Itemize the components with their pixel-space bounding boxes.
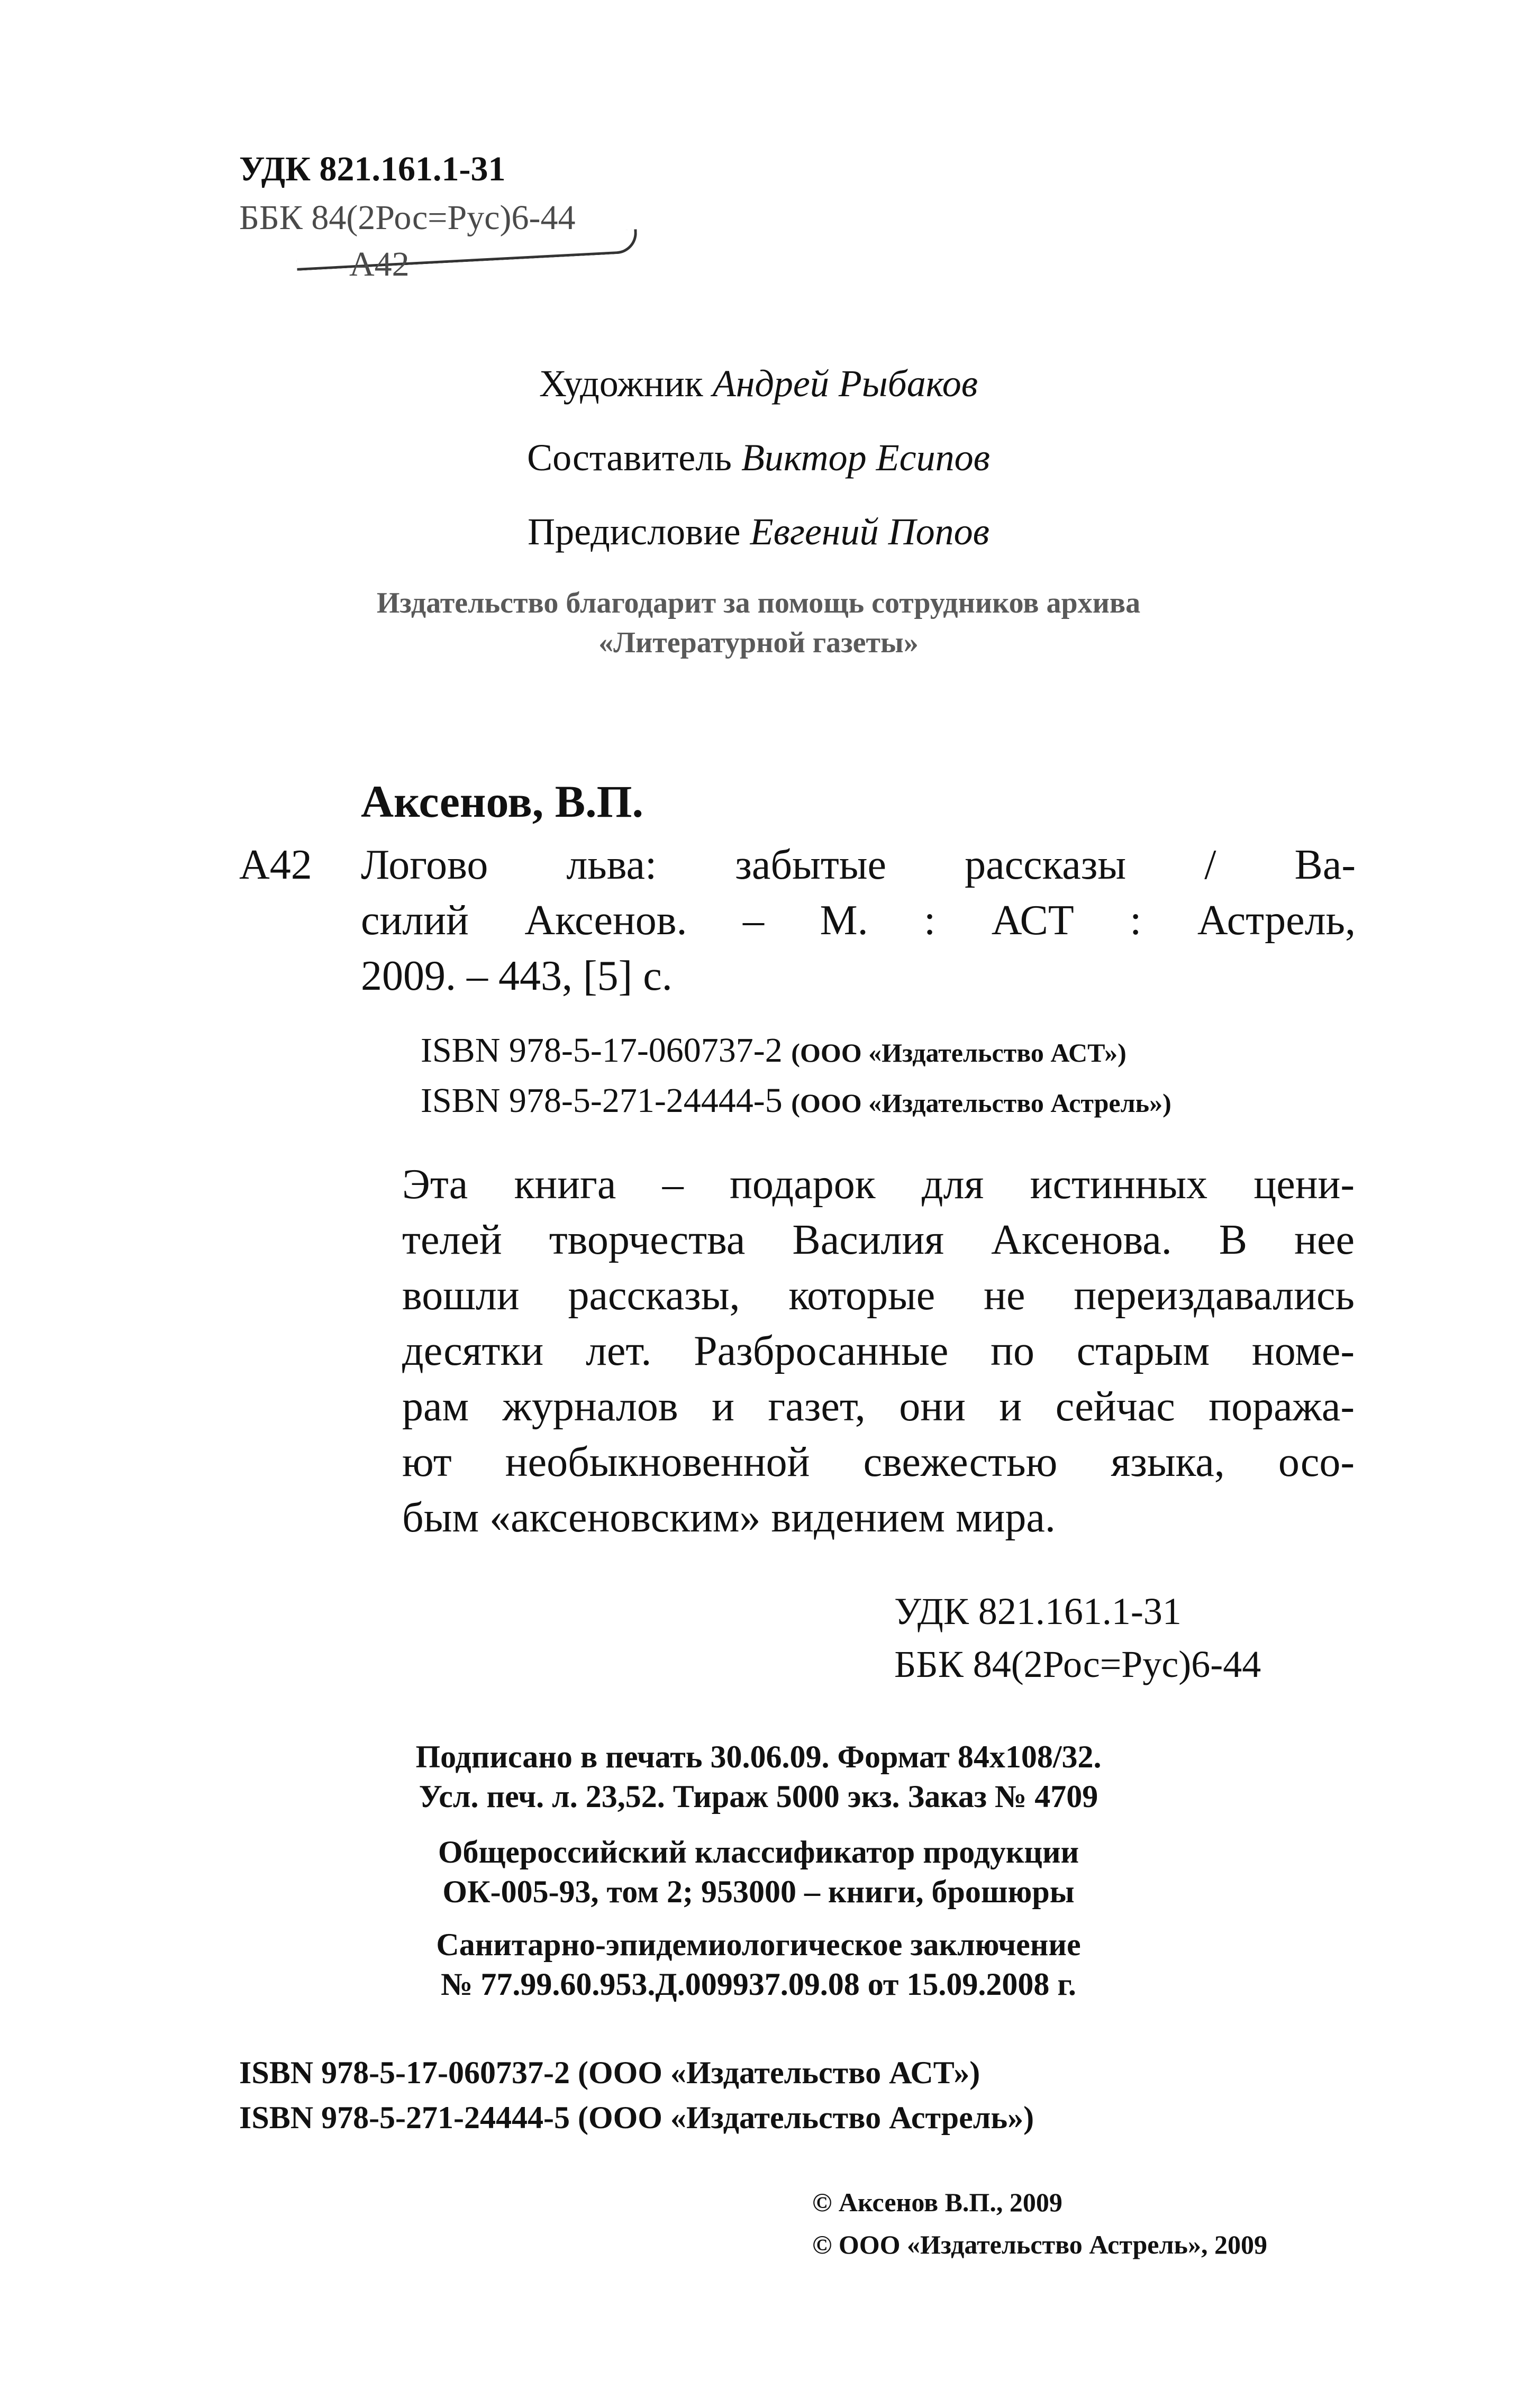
annotation-line: десятки лет. Разбросанные по старым номе- — [402, 1328, 1355, 1374]
isbn-publisher-2: (ООО «Издательство Астрель») — [791, 1088, 1171, 1118]
preface-name: Евгений Попов — [750, 510, 989, 553]
artist-name: Андрей Рыбаков — [712, 362, 978, 405]
cutter-code-top: А42 — [349, 245, 410, 284]
bbk-code-top: ББК 84(2Рос=Рус)6-44 — [239, 198, 576, 237]
author-heading: Аксенов, В.П. — [361, 776, 644, 827]
thanks-line-1: Издательство благодарит за помощь сотрудников архива — [376, 587, 1141, 619]
annotation-line: вошли рассказы, которые не переиздавались — [402, 1272, 1355, 1319]
isbn-number-1: ISBN 978-5-17-060737-2 — [421, 1031, 783, 1070]
isbn-bottom-2: ISBN 978-5-271-24444-5 (ООО «Издательство Астрель») — [239, 2100, 1034, 2135]
isbn-entry-1 — [421, 1029, 1127, 1074]
udk-code-top: УДК 821.161.1-31 — [239, 150, 506, 188]
annotation-line: Эта книга – подарок для истинных цени- — [402, 1161, 1355, 1208]
udk-code-bottom: УДК 821.161.1-31 — [894, 1590, 1182, 1632]
bib-line-1: Логово льва: забытые рассказы / Ва- — [361, 842, 1356, 888]
credit-compiler — [0, 434, 1517, 481]
artist-role: Художник — [539, 362, 703, 405]
imprint-line-2: Усл. печ. л. 23,52. Тираж 5000 экз. Заказ № 4709 — [419, 1779, 1098, 1814]
isbn-number-2: ISBN 978-5-271-24444-5 — [421, 1081, 783, 1120]
credit-preface — [0, 508, 1517, 555]
cutter-code: А42 — [239, 842, 312, 888]
imprint-line-5: Санитарно-эпидемиологическое заключение — [436, 1927, 1081, 1962]
imprint-line-1: Подписано в печать 30.06.09. Формат 84х108/32. — [415, 1739, 1102, 1774]
isbn-publisher-1: (ООО «Издательство АСТ») — [791, 1038, 1127, 1068]
imprint-line-3: Общероссийский классификатор продукции — [438, 1835, 1079, 1869]
annotation-line: бым «аксеновским» видением мира. — [402, 1494, 1056, 1541]
thanks-line-2: «Литературной газеты» — [598, 626, 919, 659]
bbk-code-bottom: ББК 84(2Рос=Рус)6-44 — [894, 1643, 1261, 1685]
annotation-line: рам журналов и газет, они и сейчас поража- — [402, 1383, 1355, 1430]
copyright-line-2: © ООО «Издательство Астрель», 2009 — [812, 2230, 1267, 2259]
isbn-bottom-1: ISBN 978-5-17-060737-2 (ООО «Издательство АСТ») — [239, 2055, 980, 2090]
credit-artist — [0, 360, 1517, 407]
preface-role: Предисловие — [528, 510, 741, 553]
bib-line-2: силий Аксенов. – М. : АСТ : Астрель, — [361, 897, 1356, 944]
imprint-line-4: ОК-005-93, том 2; 953000 – книги, брошюры — [442, 1874, 1075, 1909]
bib-line-3: 2009. – 443, [5] с. — [361, 953, 673, 999]
compiler-name: Виктор Есипов — [741, 436, 990, 479]
copyright-line-1: © Аксенов В.П., 2009 — [812, 2187, 1062, 2217]
isbn-entry-2 — [421, 1079, 1171, 1125]
annotation-line: ют необыкновенной свежестью языка, осо- — [402, 1439, 1355, 1485]
imprint-line-6: № 77.99.60.953.Д.009937.09.08 от 15.09.2008 г. — [441, 1967, 1076, 2002]
compiler-role: Составитель — [527, 436, 732, 479]
annotation-line: телей творчества Василия Аксенова. В нее — [402, 1217, 1355, 1263]
